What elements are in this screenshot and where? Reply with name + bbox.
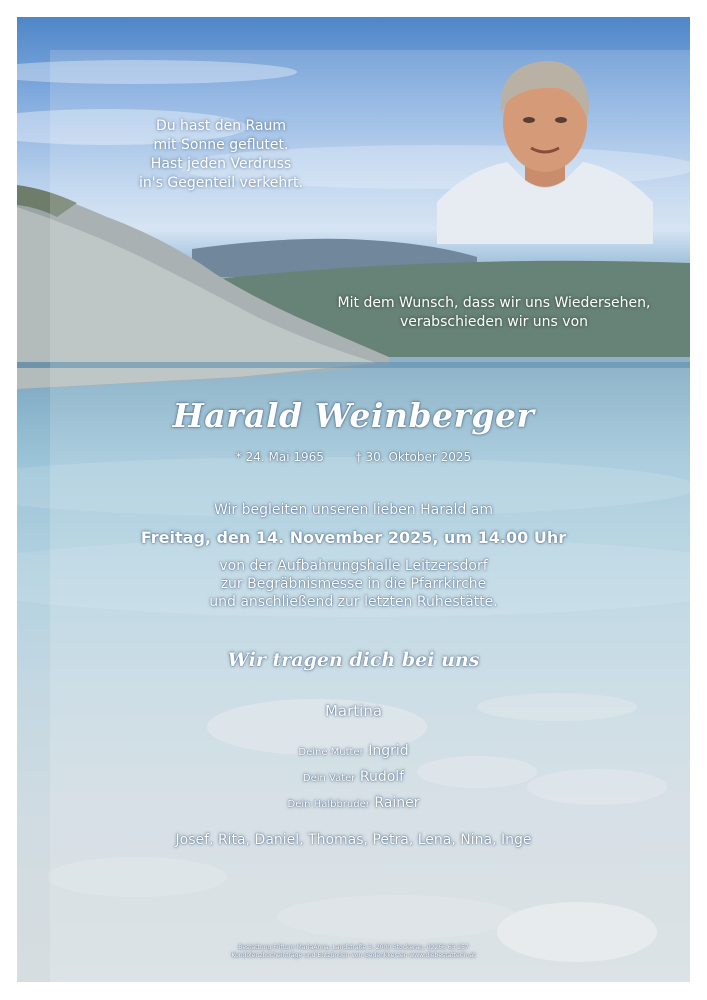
portrait-photo [437, 52, 653, 244]
other-mourners: Josef, Rita, Daniel, Thomas, Petra, Lena, Nina, Inge [175, 832, 532, 848]
farewell-wish: Mit dem Wunsch, dass wir uns Wiedersehen, verabschieden wir uns von [337, 295, 651, 330]
mourners-heading: Wir tragen dich bei uns [227, 649, 480, 671]
memorial-quote: Du hast den Raum mit Sonne geflutet. Hast jeden Verdruss in's Gegenteil verkehrt. [139, 118, 303, 191]
brother-role: Dein Halbbruder [287, 799, 370, 810]
mother-name: Ingrid [368, 743, 409, 759]
brother-name: Rainer [374, 795, 420, 811]
father-name: Rudolf [359, 769, 405, 785]
undertaker-footer: Bestattung Frittum MariaAnna, Landstraße 3, 2000 Stockerau, 02266 63 257 Kondolenzbucheinträge und Entzünden von Gedenkkerzen www.diebestatterin.at [231, 944, 476, 959]
ceremony-datetime: Freitag, den 14. November 2025, um 14.00 Uhr [140, 528, 567, 547]
partner-name: Martina [324, 702, 383, 720]
ceremony-intro: Wir begleiten unseren lieben Harald am [214, 502, 493, 518]
father-line [0, 769, 707, 785]
brother-line [0, 795, 707, 811]
father-role: Dein Vater [302, 773, 356, 784]
portrait-illustration [437, 52, 653, 244]
mother-line [0, 743, 707, 759]
death-date: † 30. Oktober 2025 [355, 450, 472, 464]
life-dates [0, 450, 707, 464]
ceremony-route: von der Aufbahrungshalle Leitzersdorf zur Begräbnismesse in die Pfarrkirche und anschließend zur letzten Ruhestätte. [209, 558, 498, 610]
birth-date: * 24. Mai 1965 [235, 450, 324, 464]
mother-role: Deine Mutter [298, 747, 364, 758]
deceased-name: Harald Weinberger [172, 396, 535, 435]
